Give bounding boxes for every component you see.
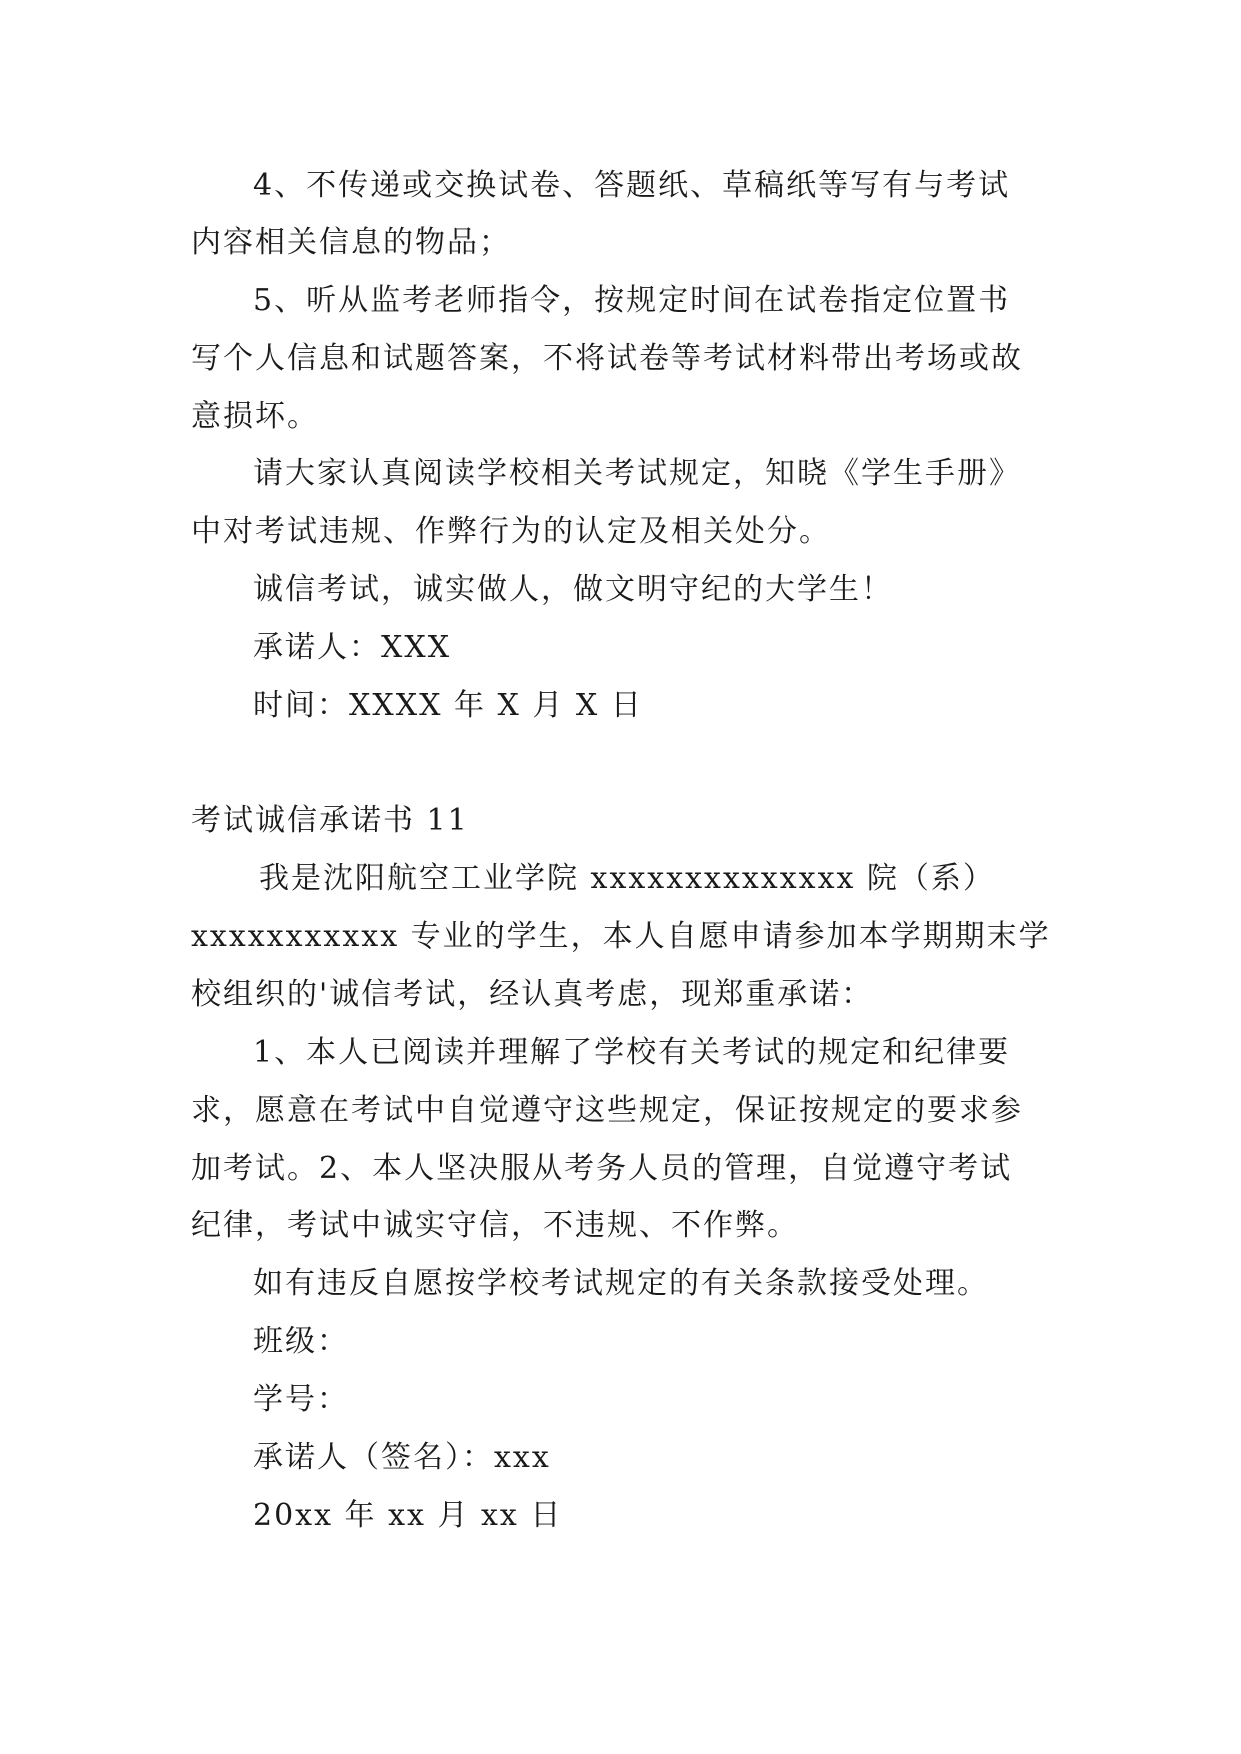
date-line: 时间：XXXX 年 X 月 X 日	[253, 688, 643, 723]
paragraph-line: 校组织的'诚信考试，经认真考虑，现郑重承诺：	[191, 977, 874, 1012]
paragraph-line: 4、不传递或交换试卷、答题纸、草稿纸等写有与考试	[253, 168, 1011, 203]
paragraph-line: xxxxxxxxxxx 专业的学生，本人自愿申请参加本学期期末学	[191, 919, 1051, 954]
paragraph-line: 求，愿意在考试中自觉遵守这些规定，保证按规定的要求参	[191, 1093, 1023, 1128]
paragraph-line: 加考试。2、本人坚决服从考务人员的管理，自觉遵守考试	[191, 1151, 1013, 1186]
paragraph-line: 请大家认真阅读学校相关考试规定，知晓《学生手册》	[253, 456, 1021, 491]
section-title: 考试诚信承诺书 11	[191, 803, 469, 838]
student-id-field-label: 学号：	[253, 1382, 349, 1417]
signature-line: 承诺人（签名）：xxx	[253, 1440, 551, 1475]
paragraph-line: 诚信考试，诚实做人，做文明守纪的大学生！	[253, 572, 893, 607]
date-line: 20xx 年 xx 月 xx 日	[253, 1498, 563, 1533]
paragraph-line: 意损坏。	[191, 399, 319, 434]
paragraph-line: 1、本人已阅读并理解了学校有关考试的规定和纪律要	[253, 1035, 1011, 1070]
paragraph-line: 中对考试违规、作弊行为的认定及相关处分。	[191, 514, 831, 549]
paragraph-line: 内容相关信息的物品；	[191, 225, 511, 260]
paragraph-line: 我是沈阳航空工业学院 xxxxxxxxxxxxxx 院（系）	[259, 861, 995, 896]
paragraph-line: 写个人信息和试题答案，不将试卷等考试材料带出考场或故	[191, 341, 1023, 376]
class-field-label: 班级：	[253, 1324, 349, 1359]
paragraph-line: 5、听从监考老师指令，按规定时间在试卷指定位置书	[253, 283, 1011, 318]
paragraph-line: 如有违反自愿按学校考试规定的有关条款接受处理。	[253, 1266, 989, 1301]
paragraph-line: 纪律，考试中诚实守信，不违规、不作弊。	[191, 1208, 799, 1243]
signature-line: 承诺人：XXX	[253, 630, 452, 665]
